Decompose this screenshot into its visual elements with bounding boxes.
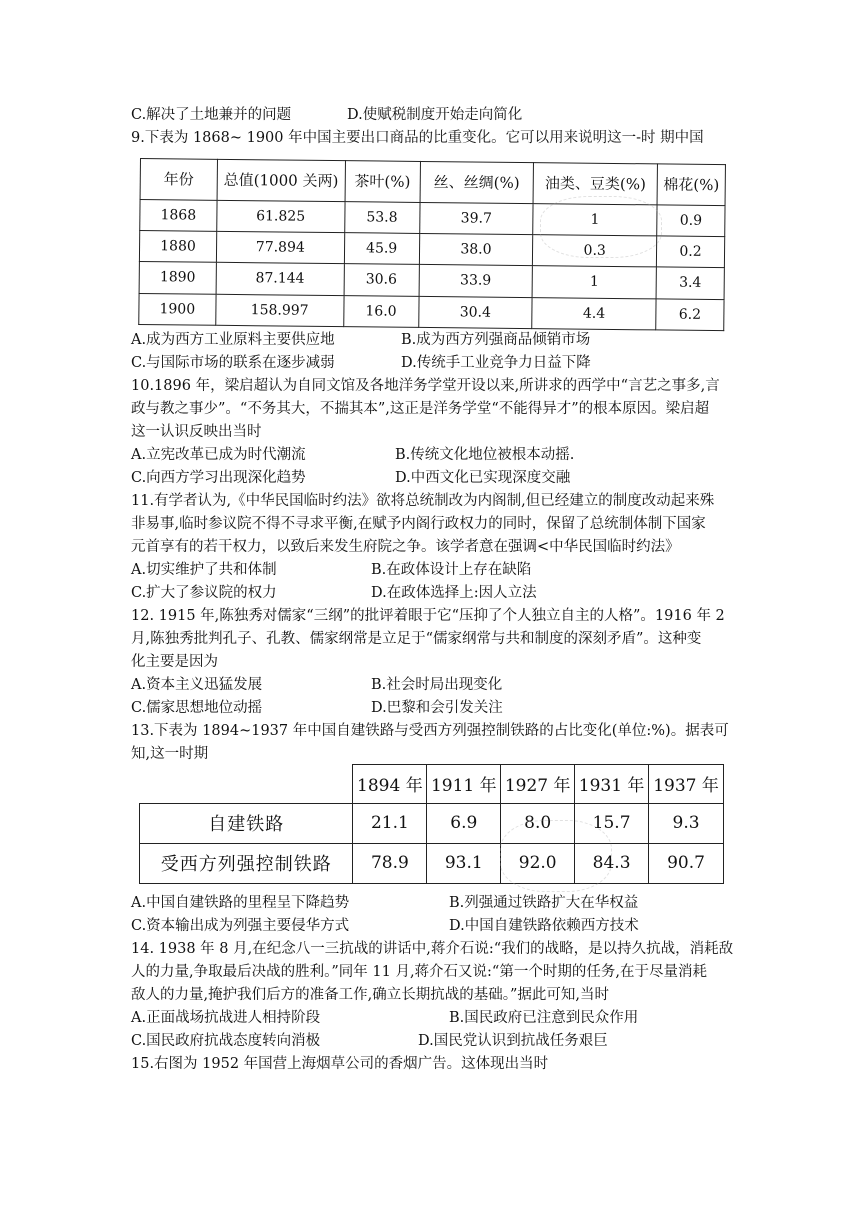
column-header: 年份 xyxy=(140,159,217,200)
table-cell: 1 xyxy=(532,266,656,299)
column-header: 茶叶(%) xyxy=(345,161,420,202)
q10-option-b: B.传统文化地位被根本动摇. xyxy=(395,447,575,463)
q14-option-b: B.国民政府已注意到民众作用 xyxy=(449,1010,639,1026)
column-header: 丝、丝绸(%) xyxy=(420,161,534,203)
q14-stem-line: 敌人的力量,掩护我们后方的准备工作,确立长期抗战的基础。”据此可知,当时 xyxy=(131,987,609,1003)
q14-option-d: D.国民党认识到抗战任务艰巨 xyxy=(418,1033,608,1049)
table-cell: 1868 xyxy=(140,199,217,231)
column-header: 1937 年 xyxy=(649,765,724,804)
q11-option-b: B.在政体设计上存在缺陷 xyxy=(371,562,532,578)
q14-stem-line: 人的力量,争取最后决战的胜利。”同年 11 月,蒋介石又说:“第一个时期的任务,在于尽量消耗 xyxy=(131,964,707,980)
column-header: 总值(1000 关两) xyxy=(217,159,345,201)
q11-stem-line: 元首享有的若干权力，以致后来发生府院之争。该学者意在强调<中华民国临时约法》 xyxy=(131,539,680,555)
table-cell: 1900 xyxy=(139,293,216,325)
table-cell: 38.0 xyxy=(419,233,533,266)
q13-stem-line: 13.下表为 1894~1937 年中国自建铁路与受西方列强控制铁路的占比变化(单位:%)。据表可 xyxy=(131,723,729,739)
table-cell: 0.2 xyxy=(656,236,724,268)
table-cell: 0.3 xyxy=(533,235,657,268)
table-cell: 33.9 xyxy=(419,265,533,298)
table-cell: 6.9 xyxy=(427,803,501,843)
table-cell: 1 xyxy=(533,203,657,236)
table-cell: 0.9 xyxy=(657,204,725,236)
q14-option-a: A.正面战场抗战进人相持阶段 xyxy=(131,1010,321,1026)
q13-option-d: D.中国自建铁路依赖西方技术 xyxy=(449,918,639,934)
table-cell: 90.7 xyxy=(649,843,724,883)
q9-export-table xyxy=(138,158,726,331)
table-row xyxy=(140,843,724,883)
table-cell: 78.9 xyxy=(353,843,427,883)
q13-stem-line: 知,这一时期 xyxy=(131,746,209,762)
table-cell: 30.4 xyxy=(418,296,532,329)
q13-railway-table xyxy=(139,764,724,884)
q11-option-a: A.切实维护了共和体制 xyxy=(131,562,277,578)
q13-option-b: B.列强通过铁路扩大在华权益 xyxy=(449,895,639,911)
column-header: 1931 年 xyxy=(575,765,649,804)
table-cell: 77.894 xyxy=(216,231,344,264)
table-cell: 158.997 xyxy=(216,294,344,327)
q12-stem-line: 月,陈独秀批判孔子、孔教、儒家纲常是立足于“儒家纲常与共和制度的深刻矛盾”。这种变 xyxy=(131,631,702,647)
q8-option-d: D.使赋税制度开始走向简化 xyxy=(347,107,523,123)
q12-stem-line: 12. 1915 年,陈独秀对儒家“三纲”的批评着眼于它“压抑了个人独立自主的人格”。1916 年 2 xyxy=(131,608,725,624)
q12-option-c: C.儒家思想地位动摇 xyxy=(131,700,263,716)
table-cell: 92.0 xyxy=(501,843,575,883)
q12-option-a: A.资本主义迅猛发展 xyxy=(131,677,263,693)
table-cell: 21.1 xyxy=(353,803,427,843)
table-cell: 9.3 xyxy=(649,803,724,843)
q12-option-b: B.社会时局出现变化 xyxy=(371,677,503,693)
column-header xyxy=(140,765,353,804)
table-cell: 87.144 xyxy=(216,263,344,296)
q9-option-d: D.传统手工业竞争力日益下降 xyxy=(401,355,591,371)
table-cell: 16.0 xyxy=(343,295,418,327)
table-cell: 1890 xyxy=(139,262,216,294)
table-header-row xyxy=(140,159,725,206)
table-cell: 93.1 xyxy=(427,843,501,883)
table-cell: 39.7 xyxy=(419,202,533,235)
q14-stem-line: 14. 1938 年 8 月,在纪念八一三抗战的讲话中,蒋介石说:“我们的战略，是以持久抗战，消耗敌 xyxy=(131,941,734,957)
q10-stem-line: 这一认识反映出当时 xyxy=(131,424,262,440)
table-row xyxy=(139,293,724,331)
q12-option-d: D.巴黎和会引发关注 xyxy=(371,700,503,716)
column-header: 油类、豆类(%) xyxy=(533,163,657,205)
q10-stem-line: 政与教之事少”。“不务其大，不揣其本”,这正是洋务学堂“不能得异才”的根本原因。梁启超 xyxy=(131,401,710,417)
table-row xyxy=(140,803,724,843)
q13-option-a: A.中国自建铁路的里程呈下降趋势 xyxy=(131,895,350,911)
q8-option-c: C.解决了土地兼并的问题 xyxy=(131,107,292,123)
column-header: 1927 年 xyxy=(501,765,575,804)
q10-option-d: D.中西文化已实现深度交融 xyxy=(395,470,571,486)
q13-option-c: C.资本输出成为列强主要侵华方式 xyxy=(131,918,350,934)
q10-option-a: A.立宪改革已成为时代潮流 xyxy=(131,447,306,463)
column-header: 棉花(%) xyxy=(657,164,725,205)
q9-option-a: A.成为西方工业原料主要供应地 xyxy=(131,332,335,348)
table-header-row xyxy=(140,765,724,804)
table-cell: 53.8 xyxy=(344,201,419,233)
table-cell: 84.3 xyxy=(575,843,649,883)
q9-option-b: B.成为西方列强商品倾销市场 xyxy=(401,332,591,348)
column-header: 1894 年 xyxy=(353,765,427,804)
q9-stem: 9.下表为 1868~ 1900 年中国主要出口商品的比重变化。它可以用来说明这一-时 期中国 xyxy=(131,130,704,146)
table-cell: 61.825 xyxy=(217,200,345,233)
q12-stem-line: 化主要是因为 xyxy=(131,654,218,670)
table-cell: 1880 xyxy=(139,230,216,262)
table-cell: 4.4 xyxy=(532,297,656,330)
q15-stem: 15.右图为 1952 年国营上海烟草公司的香烟广告。这体现出当时 xyxy=(131,1056,549,1072)
q10-option-c: C.向西方学习出现深化趋势 xyxy=(131,470,306,486)
q9-option-c: C.与国际市场的联系在逐步减弱 xyxy=(131,355,335,371)
q14-option-c: C.国民政府抗战态度转向消极 xyxy=(131,1033,321,1049)
q11-option-d: D.在政体选择上:因人立法 xyxy=(371,585,537,601)
table-cell: 45.9 xyxy=(344,233,419,265)
table-cell: 30.6 xyxy=(344,264,419,296)
table-cell: 8.0 xyxy=(501,803,575,843)
row-label: 自建铁路 xyxy=(140,803,353,843)
table-cell: 15.7 xyxy=(575,803,649,843)
q11-stem-line: 11.有学者认为,《中华民国临时约法》欲将总统制改为内阁制,但已经建立的制度改动起来殊 xyxy=(131,493,715,509)
q11-stem-line: 非易事,临时参议院不得不寻求平衡,在赋予内阁行政权力的同时，保留了总统制体制下国家 xyxy=(131,516,706,532)
table-cell: 6.2 xyxy=(656,299,724,331)
row-label: 受西方列强控制铁路 xyxy=(140,843,353,883)
q10-stem-line: 10.1896 年，梁启超认为自同文馆及各地洋务学堂开设以来,所讲求的西学中“言艺之事多,言 xyxy=(131,378,720,394)
q11-option-c: C.扩大了参议院的权力 xyxy=(131,585,277,601)
column-header: 1911 年 xyxy=(427,765,501,804)
table-cell: 3.4 xyxy=(656,267,724,299)
